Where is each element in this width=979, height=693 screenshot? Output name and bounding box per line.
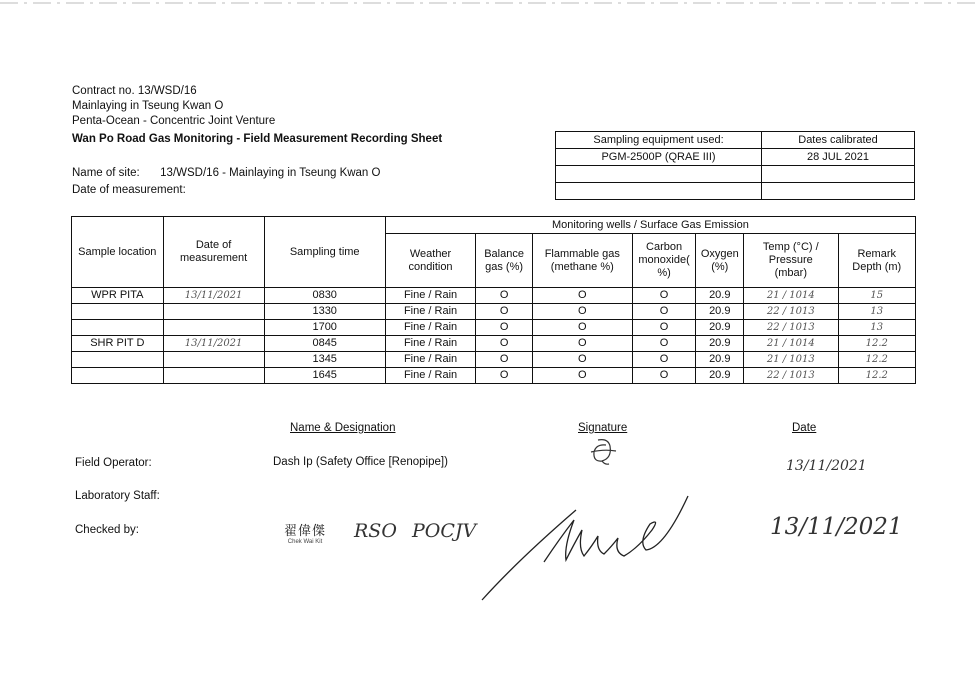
sample-location-cell — [72, 320, 164, 336]
contract-number: Contract no. 13/WSD/16 — [72, 85, 197, 97]
temp-pressure-cell: 22 / 1013 — [744, 304, 838, 320]
flammable-gas-cell: O — [532, 336, 632, 352]
temp-pressure-cell: 21 / 1014 — [744, 288, 838, 304]
carbon-monoxide-cell: O — [632, 336, 696, 352]
contractor-name: Penta-Ocean - Concentric Joint Venture — [72, 115, 276, 127]
flammable-gas-cell: O — [532, 352, 632, 368]
measurement-date-cell — [163, 352, 264, 368]
weather-cell: Fine / Rain — [385, 352, 475, 368]
table-row — [72, 320, 916, 336]
flammable-gas-cell: O — [532, 304, 632, 320]
remark-depth-cell: 13 — [838, 320, 916, 336]
checked-by-chop — [284, 520, 326, 545]
measurement-date-cell — [163, 304, 264, 320]
oxygen-cell: 20.9 — [696, 336, 744, 352]
scan-artifact — [0, 0, 979, 6]
carbon-monoxide-cell: O — [632, 304, 696, 320]
temp-pressure-cell: 22 / 1013 — [744, 368, 838, 384]
measurement-table — [71, 216, 916, 384]
checked-by-label: Checked by: — [75, 524, 139, 536]
remark-depth-cell: 12.2 — [838, 352, 916, 368]
table-row — [72, 336, 916, 352]
carbon-monoxide-cell: O — [632, 352, 696, 368]
remark-depth-cell: 15 — [838, 288, 916, 304]
equipment-cell — [556, 166, 762, 183]
field-operator-label: Field Operator: — [75, 457, 152, 469]
sample-location-cell — [72, 368, 164, 384]
calibration-date-cell — [762, 166, 915, 183]
sampling-time-cell: 0830 — [264, 288, 385, 304]
flammable-gas-cell: O — [532, 320, 632, 336]
weather-cell: Fine / Rain — [385, 336, 475, 352]
measurement-date-cell — [163, 320, 264, 336]
flammable-gas-cell: O — [532, 288, 632, 304]
date-of-measurement-label: Date of measurement: — [72, 184, 186, 196]
remark-depth-cell: 12.2 — [838, 336, 916, 352]
equipment-header: Sampling equipment used: — [556, 132, 762, 149]
measurement-date-cell: 13/11/2021 — [163, 288, 264, 304]
sample-location-cell: SHR PIT D — [72, 336, 164, 352]
header-weather: Weather condition — [385, 234, 475, 288]
balance-gas-cell: O — [476, 336, 533, 352]
sheet-title: Wan Po Road Gas Monitoring - Field Measurement Recording Sheet — [72, 133, 443, 145]
header-monitoring-group: Monitoring wells / Surface Gas Emission — [385, 217, 915, 234]
header-oxygen: Oxygen (%) — [696, 234, 744, 288]
weather-cell: Fine / Rain — [385, 368, 475, 384]
site-name — [72, 167, 380, 179]
checked-by-organization: POCJV — [412, 520, 477, 542]
calibration-date-header: Dates calibrated — [762, 132, 915, 149]
calibration-date-cell — [762, 183, 915, 200]
table-row — [72, 368, 916, 384]
carbon-monoxide-cell: O — [632, 288, 696, 304]
equipment-cell: PGM-2500P (QRAE III) — [556, 149, 762, 166]
site-name-label: Name of site: — [72, 167, 140, 179]
oxygen-cell: 20.9 — [696, 368, 744, 384]
sample-location-cell — [72, 304, 164, 320]
temp-pressure-cell: 22 / 1013 — [744, 320, 838, 336]
measurement-date-cell: 13/11/2021 — [163, 336, 264, 352]
header-sampling-time: Sampling time — [264, 217, 385, 288]
remark-depth-cell: 12.2 — [838, 368, 916, 384]
sampling-time-cell: 0845 — [264, 336, 385, 352]
checked-by-english-name: Chek Wai Kit — [287, 539, 323, 545]
header-remark-depth: Remark Depth (m) — [838, 234, 916, 288]
equipment-cell — [556, 183, 762, 200]
date-heading: Date — [792, 422, 817, 434]
sample-location-cell: WPR PITA — [72, 288, 164, 304]
oxygen-cell: 20.9 — [696, 288, 744, 304]
balance-gas-cell: O — [476, 352, 533, 368]
weather-cell: Fine / Rain — [385, 304, 475, 320]
temp-pressure-cell: 21 / 1013 — [744, 352, 838, 368]
remark-depth-cell: 13 — [838, 304, 916, 320]
header-carbon-monoxide: Carbon monoxide( %) — [632, 234, 696, 288]
weather-cell: Fine / Rain — [385, 288, 475, 304]
sample-location-cell — [72, 352, 164, 368]
carbon-monoxide-cell: O — [632, 368, 696, 384]
equipment-table — [555, 131, 915, 200]
field-operator-date: 13/11/2021 — [786, 458, 867, 474]
measurement-date-cell — [163, 368, 264, 384]
temp-pressure-cell: 21 / 1014 — [744, 336, 838, 352]
balance-gas-cell: O — [476, 320, 533, 336]
sampling-time-cell: 1330 — [264, 304, 385, 320]
balance-gas-cell: O — [476, 288, 533, 304]
weather-cell: Fine / Rain — [385, 320, 475, 336]
checked-by-role: RSO — [354, 520, 397, 542]
project-name: Mainlaying in Tseung Kwan O — [72, 100, 224, 112]
oxygen-cell: 20.9 — [696, 320, 744, 336]
header-sample-location: Sample location — [72, 217, 164, 288]
name-designation-heading: Name & Designation — [290, 422, 396, 434]
checked-by-chinese-name: 翟偉傑 — [284, 524, 327, 539]
header-flammable-gas: Flammable gas (methane %) — [532, 234, 632, 288]
table-row — [72, 352, 916, 368]
sampling-time-cell: 1345 — [264, 352, 385, 368]
table-row — [72, 304, 916, 320]
header-date-of-measurement: Date of measurement — [163, 217, 264, 288]
site-name-value: 13/WSD/16 - Mainlaying in Tseung Kwan O — [160, 167, 381, 179]
sampling-time-cell: 1700 — [264, 320, 385, 336]
balance-gas-cell: O — [476, 304, 533, 320]
checked-by-signature — [478, 490, 698, 605]
oxygen-cell: 20.9 — [696, 304, 744, 320]
calibration-date-cell: 28 JUL 2021 — [762, 149, 915, 166]
oxygen-cell: 20.9 — [696, 352, 744, 368]
checked-by-date: 13/11/2021 — [770, 514, 903, 540]
field-operator-signature — [588, 436, 622, 468]
table-row — [72, 288, 916, 304]
flammable-gas-cell: O — [532, 368, 632, 384]
field-operator-name: Dash Ip (Safety Office [Renopipe]) — [273, 456, 448, 468]
header-balance-gas: Balance gas (%) — [476, 234, 533, 288]
sampling-time-cell: 1645 — [264, 368, 385, 384]
signature-heading: Signature — [578, 422, 628, 434]
carbon-monoxide-cell: O — [632, 320, 696, 336]
laboratory-staff-label: Laboratory Staff: — [75, 490, 160, 502]
balance-gas-cell: O — [476, 368, 533, 384]
header-temp-pressure: Temp (°C) / Pressure (mbar) — [744, 234, 838, 288]
